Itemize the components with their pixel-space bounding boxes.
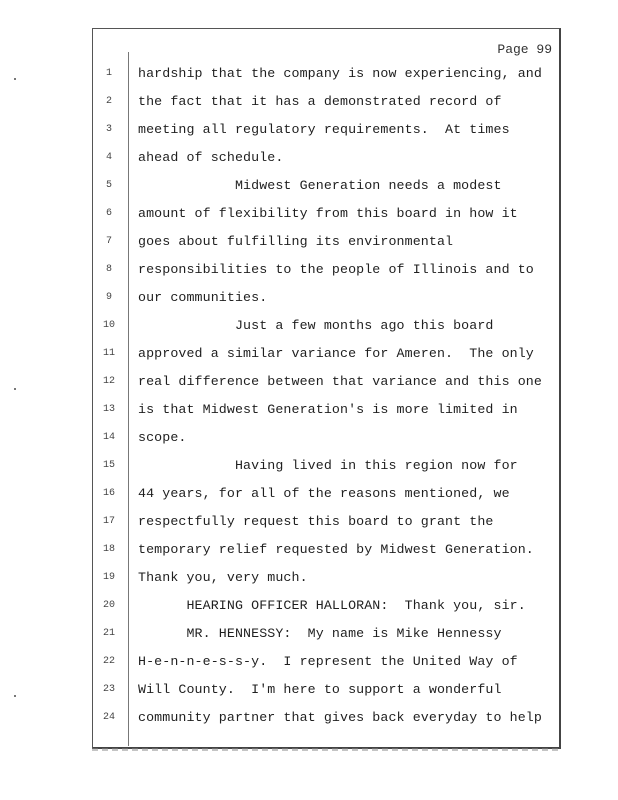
transcript-line: meeting all regulatory requirements. At times <box>138 122 510 137</box>
line-number: 22 <box>102 656 115 667</box>
transcript-line: respectfully request this board to grant the <box>138 514 494 529</box>
line-number: 23 <box>102 684 115 695</box>
transcript-line: amount of flexibility from this board in how it <box>138 206 518 221</box>
line-number: 8 <box>105 264 112 275</box>
line-number: 2 <box>105 96 112 107</box>
line-number: 6 <box>105 208 112 219</box>
line-number: 14 <box>102 432 115 443</box>
transcript-line: Midwest Generation needs a modest <box>138 178 502 193</box>
transcript-line: hardship that the company is now experiencing, and <box>138 66 542 81</box>
transcript-line: temporary relief requested by Midwest Generation. <box>138 542 534 557</box>
line-number: 18 <box>102 544 115 555</box>
line-number: 20 <box>102 600 115 611</box>
line-number: 1 <box>105 68 112 79</box>
transcript-line: Having lived in this region now for <box>138 458 518 473</box>
transcript-line: community partner that gives back everyday to help <box>138 710 542 725</box>
line-number-rule <box>128 52 129 746</box>
line-number: 17 <box>102 516 115 527</box>
line-number: 15 <box>102 460 115 471</box>
transcript-line: Just a few months ago this board <box>138 318 494 333</box>
line-number: 13 <box>102 404 115 415</box>
transcript-line: HEARING OFFICER HALLORAN: Thank you, sir. <box>138 598 526 613</box>
scan-speck <box>14 388 16 390</box>
transcript-line: approved a similar variance for Ameren. The only <box>138 346 534 361</box>
line-number: 3 <box>105 124 112 135</box>
transcript-line: responsibilities to the people of Illinois and to <box>138 262 534 277</box>
line-number: 7 <box>105 236 112 247</box>
transcript-line: MR. HENNESSY: My name is Mike Hennessy <box>138 626 502 641</box>
transcript-line: Will County. I'm here to support a wonderful <box>138 682 502 697</box>
transcript-line: H-e-n-n-e-s-s-y. I represent the United Way of <box>138 654 518 669</box>
transcript-line: Thank you, very much. <box>138 570 308 585</box>
transcript-line: scope. <box>138 430 187 445</box>
line-number: 16 <box>102 488 115 499</box>
scan-edge <box>92 748 560 751</box>
transcript-line: ahead of schedule. <box>138 150 284 165</box>
line-number: 5 <box>105 180 112 191</box>
transcript-line: is that Midwest Generation's is more limited in <box>138 402 518 417</box>
line-number: 4 <box>105 152 112 163</box>
transcript-line: the fact that it has a demonstrated record of <box>138 94 502 109</box>
line-number: 10 <box>102 320 115 331</box>
line-number: 19 <box>102 572 115 583</box>
page-number: Page 99 <box>497 42 552 57</box>
transcript-line: 44 years, for all of the reasons mentioned, we <box>138 486 510 501</box>
scan-speck <box>14 695 16 697</box>
line-number: 12 <box>102 376 115 387</box>
transcript-line: real difference between that variance and this one <box>138 374 542 389</box>
line-number: 9 <box>105 292 112 303</box>
scan-speck <box>14 78 16 80</box>
transcript-line: our communities. <box>138 290 268 305</box>
line-number: 21 <box>102 628 115 639</box>
transcript-line: goes about fulfilling its environmental <box>138 234 454 249</box>
line-number: 24 <box>102 712 115 723</box>
line-number: 11 <box>102 348 115 359</box>
